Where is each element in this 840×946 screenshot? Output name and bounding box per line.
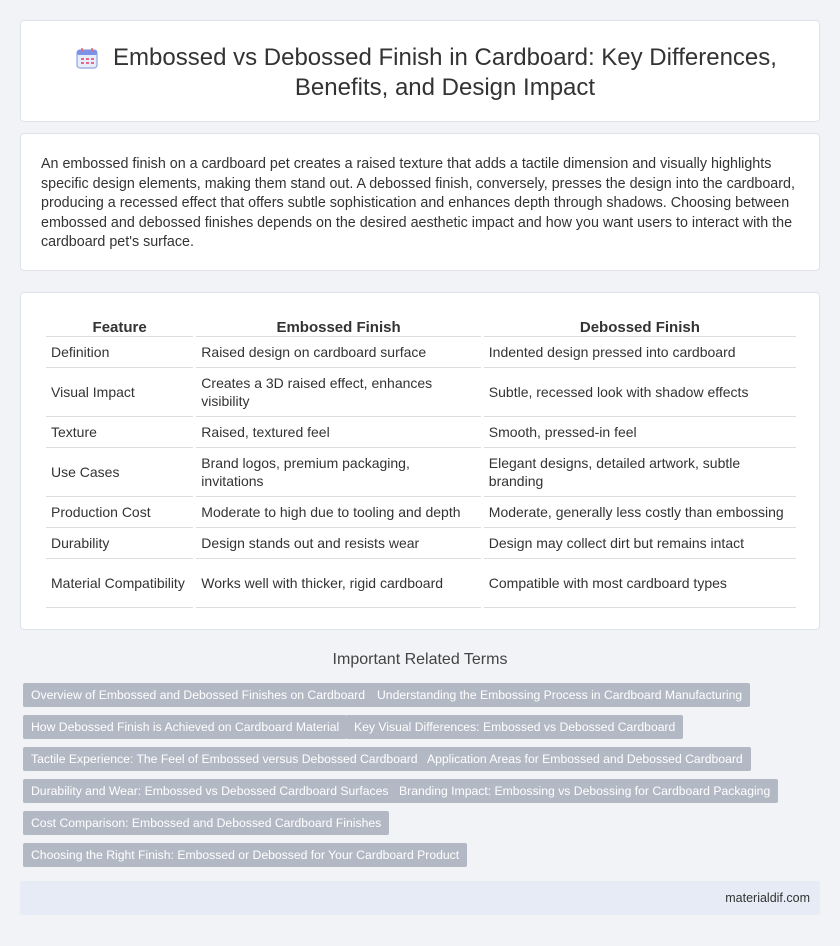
page-title-wrap [21,43,819,103]
table-row [46,368,796,417]
related-term-link[interactable]: How Debossed Finish is Achieved on Cardboard Material [23,715,347,739]
header-embossed: Embossed Finish [196,313,480,337]
related-term-link[interactable]: Tactile Experience: The Feel of Embossed versus Debossed Cardboard [23,747,426,771]
table-row [46,417,796,448]
related-term-link[interactable]: Overview of Embossed and Debossed Finishes on Cardboard [23,683,373,707]
table-cell: Visual Impact [46,368,193,417]
table-cell: Brand logos, premium packaging, invitations [196,448,480,497]
related-term-link[interactable]: Branding Impact: Embossing vs Debossing for Cardboard Packaging [391,779,778,803]
table-cell: Texture [46,417,193,448]
table-cell: Design stands out and resists wear [196,528,480,559]
related-term-link[interactable]: Durability and Wear: Embossed vs Debossed Cardboard Surfaces [23,779,396,803]
table-cell: Use Cases [46,448,193,497]
intro-card [20,133,820,271]
related-term-link[interactable]: Understanding the Embossing Process in Cardboard Manufacturing [369,683,750,707]
footer-site[interactable]: materialdif.com [725,891,810,905]
table-cell: Moderate to high due to tooling and depth [196,497,480,528]
table-cell: Production Cost [46,497,193,528]
table-cell: Indented design pressed into cardboard [484,337,796,368]
comparison-table [43,313,799,608]
table-row [46,497,796,528]
related-term-link[interactable]: Application Areas for Embossed and Debossed Cardboard [419,747,751,771]
related-term-link[interactable]: Choosing the Right Finish: Embossed or Debossed for Your Cardboard Product [23,843,467,867]
related-term-link[interactable]: Key Visual Differences: Embossed vs Debossed Cardboard [346,715,683,739]
footer [20,881,820,915]
header-card [20,20,820,122]
table-cell: Design may collect dirt but remains intact [484,528,796,559]
table-cell: Works well with thicker, rigid cardboard [196,559,480,608]
table-row [46,528,796,559]
related-term-link[interactable]: Cost Comparison: Embossed and Debossed Cardboard Finishes [23,811,389,835]
table-cell: Smooth, pressed-in feel [484,417,796,448]
table-cell: Creates a 3D raised effect, enhances visibility [196,368,480,417]
comparison-table-card [20,292,820,630]
table-cell: Definition [46,337,193,368]
table-row [46,559,796,608]
header-debossed: Debossed Finish [484,313,796,337]
related-terms-title: Important Related Terms [332,651,508,668]
table-cell: Material Compatibility [46,559,193,608]
table-row [46,448,796,497]
table-cell: Moderate, generally less costly than embossing [484,497,796,528]
intro-paragraph: An embossed finish on a cardboard pet creates a raised texture that adds a tactile dimension and visually highlights specific design elements, making them stand out. A debossed finish, conversely, presses the design into the cardboard, producing a recessed effect that offers subtle sophistication and enhances depth through shadows. Choosing between embossed and debossed finishes depends on the desired aesthetic impact and how you want users to interact with the cardboard pet's surface. [41,156,795,251]
table-header-row [46,313,796,337]
table-cell: Durability [46,528,193,559]
table-cell: Compatible with most cardboard types [484,559,796,608]
page-title: Embossed vs Debossed Finish in Cardboard: Key Differences, Benefits, and Design Impact [113,44,777,101]
table-cell: Subtle, recessed look with shadow effects [484,368,796,417]
header-feature: Feature [46,313,193,337]
table-cell: Raised design on cardboard surface [196,337,480,368]
table-cell: Raised, textured feel [196,417,480,448]
table-row [46,337,796,368]
table-cell: Elegant designs, detailed artwork, subtle branding [484,448,796,497]
